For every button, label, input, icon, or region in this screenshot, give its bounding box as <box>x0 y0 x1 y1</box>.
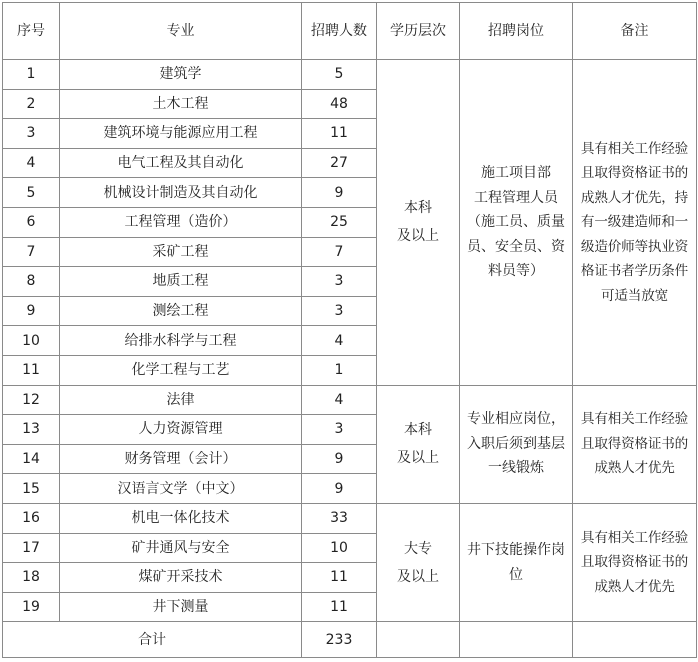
cell-education: 本科 及以上 <box>377 385 460 503</box>
cell-count: 4 <box>302 385 377 415</box>
header-position: 招聘岗位 <box>460 3 573 60</box>
cell-notes: 具有相关工作经验 且取得资格证书的 成熟人才优先 <box>573 385 697 503</box>
cell-count: 48 <box>302 89 377 119</box>
cell-index: 19 <box>3 592 60 622</box>
header-row <box>3 3 697 60</box>
header-education: 学历层次 <box>377 3 460 60</box>
cell-major: 建筑环境与能源应用工程 <box>60 119 302 149</box>
cell-count: 9 <box>302 178 377 208</box>
cell-index: 16 <box>3 503 60 533</box>
cell-count: 10 <box>302 533 377 563</box>
table-row <box>3 503 697 533</box>
cell-index: 14 <box>3 444 60 474</box>
cell-index: 9 <box>3 296 60 326</box>
total-empty-notes <box>573 622 697 658</box>
cell-count: 11 <box>302 592 377 622</box>
cell-major: 工程管理（造价） <box>60 207 302 237</box>
cell-education: 大专 及以上 <box>377 503 460 621</box>
cell-education: 本科 及以上 <box>377 60 460 386</box>
cell-index: 10 <box>3 326 60 356</box>
cell-count: 3 <box>302 415 377 445</box>
cell-count: 3 <box>302 267 377 297</box>
header-index: 序号 <box>3 3 60 60</box>
cell-major: 煤矿开采技术 <box>60 563 302 593</box>
cell-major: 财务管理（会计） <box>60 444 302 474</box>
cell-count: 9 <box>302 444 377 474</box>
cell-count: 11 <box>302 119 377 149</box>
cell-index: 3 <box>3 119 60 149</box>
cell-index: 5 <box>3 178 60 208</box>
cell-major: 法律 <box>60 385 302 415</box>
cell-count: 33 <box>302 503 377 533</box>
cell-count: 3 <box>302 296 377 326</box>
cell-count: 9 <box>302 474 377 504</box>
cell-major: 矿井通风与安全 <box>60 533 302 563</box>
cell-index: 13 <box>3 415 60 445</box>
cell-count: 1 <box>302 355 377 385</box>
cell-major: 化学工程与工艺 <box>60 355 302 385</box>
cell-index: 2 <box>3 89 60 119</box>
cell-major: 机械设计制造及其自动化 <box>60 178 302 208</box>
cell-index: 8 <box>3 267 60 297</box>
cell-major: 建筑学 <box>60 60 302 90</box>
total-empty-position <box>460 622 573 658</box>
total-count: 233 <box>302 622 377 658</box>
total-row <box>3 622 697 658</box>
cell-major: 电气工程及其自动化 <box>60 148 302 178</box>
cell-major: 土木工程 <box>60 89 302 119</box>
cell-position: 施工项目部 工程管理人员 （施工员、质量 员、安全员、资 料员等） <box>460 60 573 386</box>
cell-index: 11 <box>3 355 60 385</box>
cell-index: 15 <box>3 474 60 504</box>
header-notes: 备注 <box>573 3 697 60</box>
header-major: 专业 <box>60 3 302 60</box>
cell-count: 5 <box>302 60 377 90</box>
cell-index: 4 <box>3 148 60 178</box>
cell-index: 18 <box>3 563 60 593</box>
total-empty-education <box>377 622 460 658</box>
cell-index: 12 <box>3 385 60 415</box>
cell-count: 27 <box>302 148 377 178</box>
cell-major: 汉语言文学（中文） <box>60 474 302 504</box>
cell-position: 井下技能操作岗 位 <box>460 503 573 621</box>
cell-major: 人力资源管理 <box>60 415 302 445</box>
cell-count: 25 <box>302 207 377 237</box>
cell-index: 1 <box>3 60 60 90</box>
cell-major: 采矿工程 <box>60 237 302 267</box>
cell-notes: 具有相关工作经验 且取得资格证书的 成熟人才优先，持 有一级建造师和一 级造价师等执业资 格证书者学历条件 可适当放宽 <box>573 60 697 386</box>
cell-major: 机电一体化技术 <box>60 503 302 533</box>
cell-notes: 具有相关工作经验 且取得资格证书的 成熟人才优先 <box>573 503 697 621</box>
cell-index: 17 <box>3 533 60 563</box>
table-row <box>3 60 697 90</box>
cell-major: 给排水科学与工程 <box>60 326 302 356</box>
cell-count: 11 <box>302 563 377 593</box>
cell-major: 地质工程 <box>60 267 302 297</box>
cell-count: 7 <box>302 237 377 267</box>
cell-count: 4 <box>302 326 377 356</box>
table-row <box>3 385 697 415</box>
recruitment-table <box>2 2 697 658</box>
total-label: 合计 <box>3 622 302 658</box>
cell-index: 7 <box>3 237 60 267</box>
cell-index: 6 <box>3 207 60 237</box>
cell-position: 专业相应岗位， 入职后须到基层 一线锻炼 <box>460 385 573 503</box>
header-count: 招聘人数 <box>302 3 377 60</box>
cell-major: 测绘工程 <box>60 296 302 326</box>
cell-major: 井下测量 <box>60 592 302 622</box>
